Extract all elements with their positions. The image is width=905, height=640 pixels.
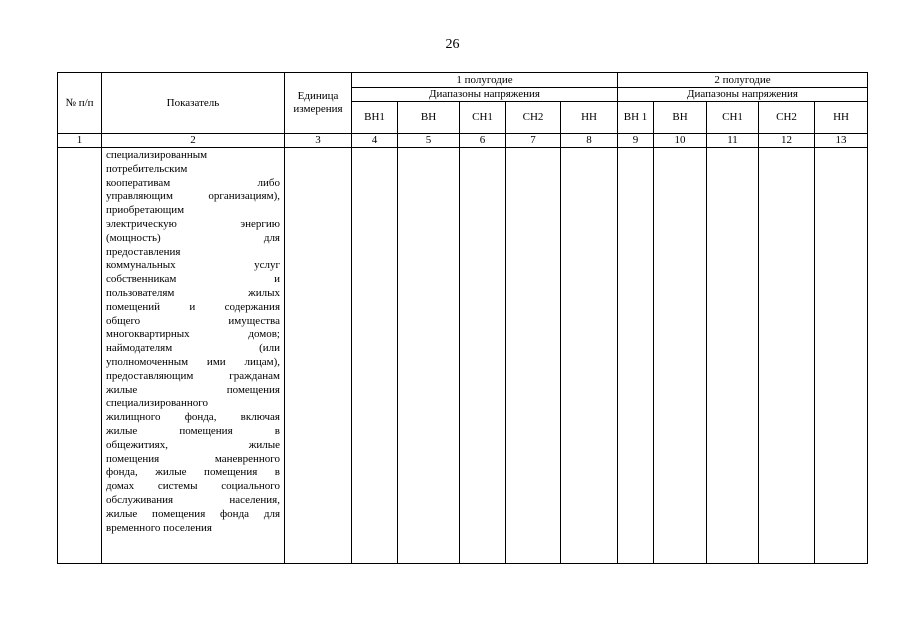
header-level: НН xyxy=(815,102,868,134)
indicator-line: помещения маневренного xyxy=(106,452,280,465)
indicator-line: кооперативам либо xyxy=(106,176,280,189)
header-level: ВН 1 xyxy=(618,102,654,134)
column-number: 6 xyxy=(460,134,506,148)
body-cell xyxy=(398,148,460,564)
header-ranges-half2: Диапазоны напряжения xyxy=(618,88,868,102)
indicator-line: многоквартирных домов; xyxy=(106,328,280,341)
column-number: 5 xyxy=(398,134,460,148)
body-cell xyxy=(654,148,707,564)
indicator-line: фонда, жилые помещения в xyxy=(106,466,280,479)
column-number: 2 xyxy=(102,134,285,148)
indicator-line: общежитиях, жилые xyxy=(106,438,280,451)
header-half1: 1 полугодие xyxy=(352,73,618,88)
indicator-line: управляющим организациям), xyxy=(106,190,280,203)
page-number: 26 xyxy=(445,37,460,52)
body-cell xyxy=(815,148,868,564)
indicator-line: специализированным xyxy=(106,149,208,161)
header-level: НН xyxy=(561,102,618,134)
indicator-line: потребительским xyxy=(106,162,188,175)
column-number: 3 xyxy=(285,134,352,148)
body-cell xyxy=(618,148,654,564)
body-cell xyxy=(759,148,815,564)
indicator-line: жилищного фонда, включая xyxy=(106,411,280,424)
indicator-line: жилые помещения в xyxy=(106,424,280,437)
indicator-line: обслуживания населения, xyxy=(106,493,280,506)
column-number: 1 xyxy=(58,134,102,148)
body-cell xyxy=(561,148,618,564)
column-number: 7 xyxy=(506,134,561,148)
indicator-text xyxy=(102,148,284,535)
column-number: 12 xyxy=(759,134,815,148)
indicator-line: специализированного xyxy=(106,397,208,410)
header-indicator: Показатель xyxy=(102,73,285,134)
header-level: ВН1 xyxy=(352,102,398,134)
tariff-table xyxy=(57,72,867,564)
indicator-line: (мощность) для xyxy=(106,231,280,244)
header-level: ВН xyxy=(398,102,460,134)
indicator-line: помещений и содержания xyxy=(106,300,280,313)
indicator-line: приобретающим xyxy=(106,204,185,217)
indicator-line: собственникам и xyxy=(106,273,280,286)
indicator-line: предоставляющим гражданам xyxy=(106,369,280,382)
header-unit: Единица измерения xyxy=(285,73,352,134)
indicator-line: уполномоченным ими лицам), xyxy=(106,355,280,368)
column-number: 8 xyxy=(561,134,618,148)
header-num: № п/п xyxy=(58,73,102,134)
body-cell xyxy=(460,148,506,564)
header-ranges-half1: Диапазоны напряжения xyxy=(352,88,618,102)
body-cell-num xyxy=(58,148,102,564)
indicator-line: наймодателям (или xyxy=(106,342,280,355)
body-cell xyxy=(707,148,759,564)
indicator-line: коммунальных услуг xyxy=(106,259,280,272)
header-level: СН2 xyxy=(506,102,561,134)
indicator-line: электрическую энергию xyxy=(106,217,280,230)
header-level: ВН xyxy=(654,102,707,134)
header-half2: 2 полугодие xyxy=(618,73,868,88)
indicator-line: временного поселения xyxy=(106,521,212,534)
indicator-line: жилые помещения xyxy=(106,383,280,396)
body-cell xyxy=(506,148,561,564)
header-level: СН1 xyxy=(460,102,506,134)
column-number: 10 xyxy=(654,134,707,148)
indicator-line: пользователям жилых xyxy=(106,286,280,299)
body-cell xyxy=(285,148,352,564)
body-cell xyxy=(352,148,398,564)
body-cell-indicator xyxy=(102,148,285,564)
indicator-line: домах системы социального xyxy=(106,480,280,493)
indicator-line: общего имущества xyxy=(106,314,280,327)
column-number: 13 xyxy=(815,134,868,148)
column-number: 11 xyxy=(707,134,759,148)
indicator-line: жилые помещения фонда для xyxy=(106,507,280,520)
column-number: 9 xyxy=(618,134,654,148)
indicator-line: предоставления xyxy=(106,245,181,258)
column-number: 4 xyxy=(352,134,398,148)
header-level: СН1 xyxy=(707,102,759,134)
header-level: СН2 xyxy=(759,102,815,134)
